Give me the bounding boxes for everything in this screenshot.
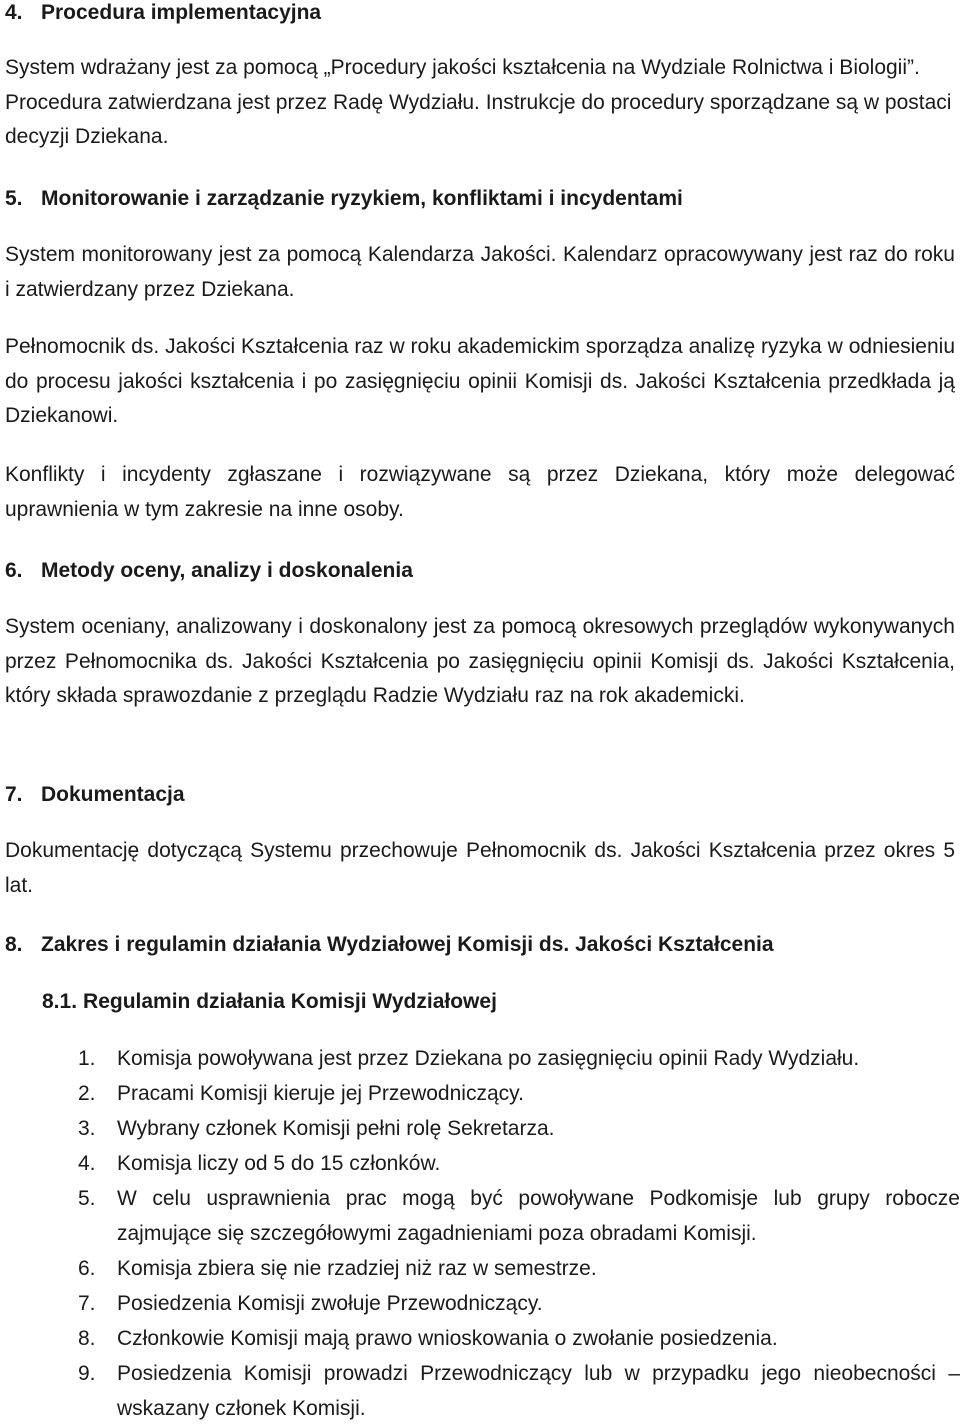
section-7-paragraph-1: Dokumentację dotyczącą Systemu przechowuje Pełnomocnik ds. Jakości Kształcenia przez okres 5 lat. (5, 839, 955, 897)
section-5-heading (5, 186, 683, 212)
list-marker: 2. (78, 1082, 96, 1105)
list-item (78, 1356, 960, 1426)
section-5-paragraph-1: System monitorowany jest za pomocą Kalendarza Jakości. Kalendarz opracowywany jest raz do roku i zatwierdzany przez Dziekana. (5, 243, 955, 301)
section-5-paragraph-3: Konflikty i incydenty zgłaszane i rozwiązywane są przez Dziekana, który może delegować uprawnienia w tym zakresie na inne osoby. (5, 463, 955, 521)
section-title: Zakres i regulamin działania Wydziałowej Komisji ds. Jakości Kształcenia (41, 933, 774, 956)
section-4-heading (5, 0, 321, 26)
list-item (78, 1146, 960, 1181)
list-item-text: Posiedzenia Komisji zwołuje Przewodniczący. (117, 1292, 543, 1315)
list-marker: 7. (78, 1292, 96, 1315)
list-item-text: Pracami Komisji kieruje jej Przewodniczący. (117, 1082, 524, 1105)
section-title: Metody oceny, analizy i doskonalenia (41, 559, 413, 582)
list-item (78, 1041, 960, 1076)
section-number: 4. (5, 1, 23, 24)
list-item-text: Komisja liczy od 5 do 15 członków. (117, 1152, 441, 1175)
section-title: Procedura implementacyjna (41, 1, 322, 24)
section-7-heading (5, 782, 185, 808)
list-item-text: Wybrany członek Komisji pełni rolę Sekretarza. (117, 1117, 555, 1140)
section-title: Dokumentacja (41, 783, 185, 806)
section-number: 5. (5, 187, 23, 210)
list-marker: 1. (78, 1047, 96, 1070)
list-item (78, 1321, 960, 1356)
list-item-text: Członkowie Komisji mają prawo wnioskowania o zwołanie posiedzenia. (117, 1327, 778, 1350)
list-marker: 9. (78, 1362, 96, 1385)
list-item-text: Komisja zbiera się nie rzadziej niż raz w semestrze. (117, 1257, 597, 1280)
subsection-title: Regulamin działania Komisji Wydziałowej (83, 990, 497, 1013)
section-title: Monitorowanie i zarządzanie ryzykiem, konfliktami i incydentami (41, 187, 683, 210)
section-4-paragraph-1: System wdrażany jest za pomocą „Procedury jakości kształcenia na Wydziale Rolnictwa i Biologii”. Procedura zatwierdzana jest przez Radę Wydziału. Instrukcje do procedury sporządzane są w postaci decyzji Dziekana. (5, 56, 952, 148)
section-8-1-heading (42, 989, 497, 1015)
list-item (78, 1111, 960, 1146)
regulation-list (78, 1041, 960, 1426)
section-number: 7. (5, 783, 23, 806)
list-marker: 5. (78, 1187, 96, 1210)
section-6-heading (5, 558, 413, 584)
list-marker: 4. (78, 1152, 96, 1175)
section-8-heading (5, 932, 774, 958)
list-item (78, 1076, 960, 1111)
list-item (78, 1286, 960, 1321)
list-item (78, 1251, 960, 1286)
list-item-text: W celu usprawnienia prac mogą być powoływane Podkomisje lub grupy robocze zajmujące się szczegółowymi zagadnieniami poza obradami Komisji. (117, 1187, 960, 1245)
section-5-paragraph-2: Pełnomocnik ds. Jakości Kształcenia raz w roku akademickim sporządza analizę ryzyka w odniesieniu do procesu jakości kształcenia i po zasięgnięciu opinii Komisji ds. Jakości Kształcenia przedkłada ją Dziekanowi. (5, 335, 955, 427)
list-item-text: Komisja powoływana jest przez Dziekana po zasięgnięciu opinii Rady Wydziału. (117, 1047, 860, 1070)
list-marker: 6. (78, 1257, 96, 1280)
list-item-text: Posiedzenia Komisji prowadzi Przewodniczący lub w przypadku jego nieobecności – wskazany członek Komisji. (117, 1362, 960, 1420)
section-number: 8. (5, 933, 23, 956)
section-number: 6. (5, 559, 23, 582)
list-marker: 8. (78, 1327, 96, 1350)
list-item (78, 1181, 960, 1251)
list-marker: 3. (78, 1117, 96, 1140)
section-6-paragraph-1: System oceniany, analizowany i doskonalony jest za pomocą okresowych przeglądów wykonywanych przez Pełnomocnika ds. Jakości Kształcenia po zasięgnięciu opinii Komisji ds. Jakości Kształcenia, który składa sprawozdanie z przeglądu Radzie Wydziału raz na rok akademicki. (5, 615, 955, 707)
subsection-number: 8.1. (42, 990, 78, 1013)
